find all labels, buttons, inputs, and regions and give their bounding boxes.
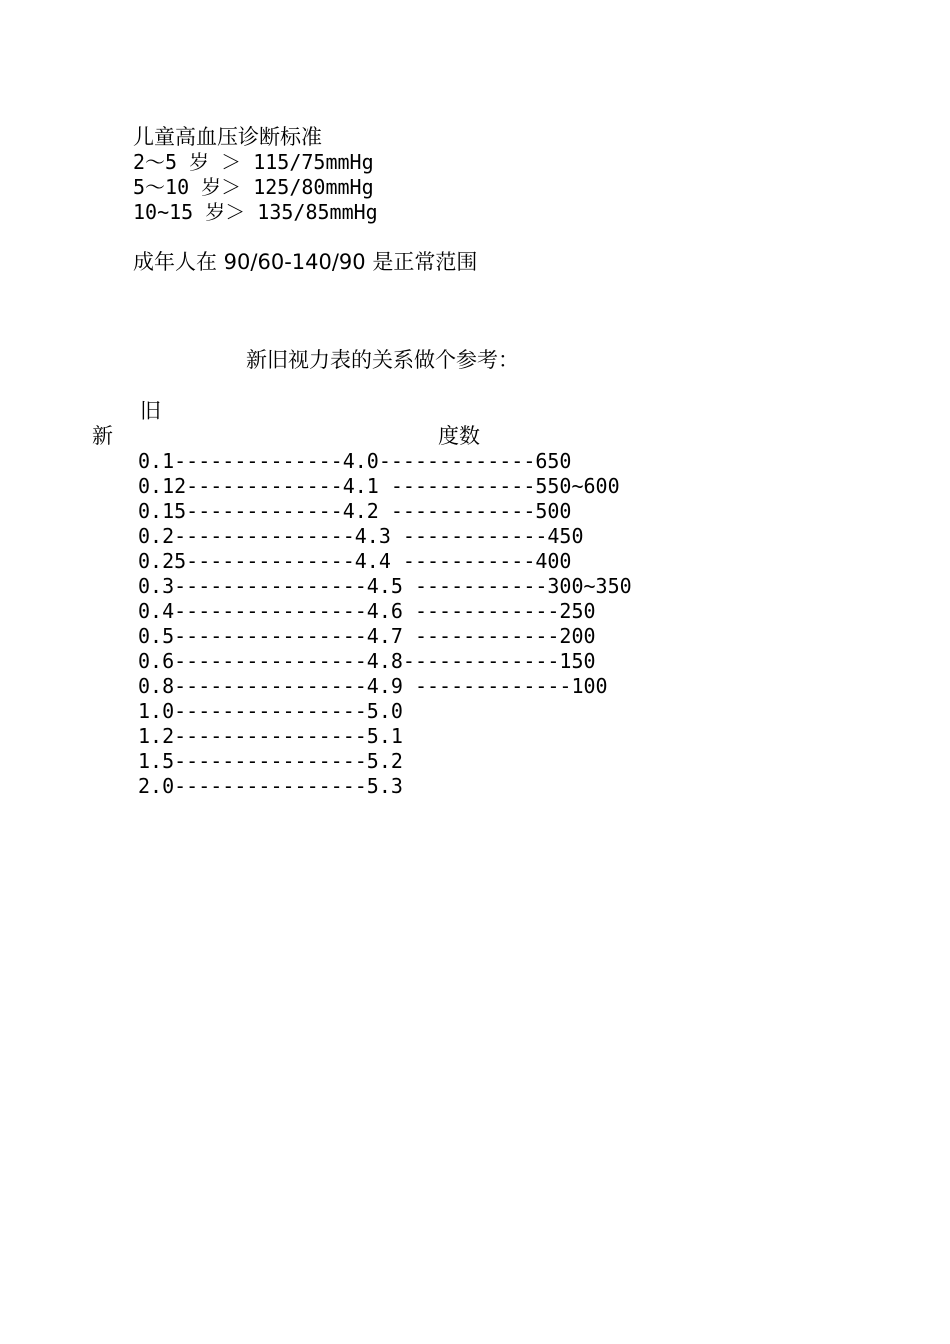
vision-row: 0.5----------------4.7 ------------200 bbox=[138, 624, 596, 648]
vision-row: 1.2----------------5.1 bbox=[138, 724, 403, 748]
vision-header-new: 新 bbox=[92, 424, 113, 448]
vision-row: 0.6----------------4.8-------------150 bbox=[138, 649, 596, 673]
vision-row: 0.8----------------4.9 -------------100 bbox=[138, 674, 608, 698]
adult-bp-note: 成年人在 90/60-140/90 是正常范围 bbox=[133, 250, 478, 274]
vision-title: 新旧视力表的关系做个参考： bbox=[246, 348, 519, 372]
vision-row: 0.2---------------4.3 ------------450 bbox=[138, 524, 584, 548]
vision-row: 2.0----------------5.3 bbox=[138, 774, 403, 798]
bp-row-1: 2～5 岁 ＞ 115/75mmHg bbox=[133, 150, 374, 174]
vision-row: 0.3----------------4.5 -----------300~350 bbox=[138, 574, 632, 598]
vision-row: 0.15-------------4.2 ------------500 bbox=[138, 499, 572, 523]
vision-header-degree: 度数 bbox=[438, 424, 480, 448]
vision-row: 0.12-------------4.1 ------------550~600 bbox=[138, 474, 620, 498]
vision-row: 0.25--------------4.4 -----------400 bbox=[138, 549, 572, 573]
bp-row-2: 5～10 岁＞ 125/80mmHg bbox=[133, 175, 374, 199]
vision-row: 1.0----------------5.0 bbox=[138, 699, 403, 723]
vision-row: 0.1--------------4.0-------------650 bbox=[138, 449, 572, 473]
bp-row-3: 10~15 岁＞ 135/85mmHg bbox=[133, 200, 378, 224]
vision-header-old: 旧 bbox=[140, 399, 161, 423]
vision-row: 1.5----------------5.2 bbox=[138, 749, 403, 773]
bp-title: 儿童高血压诊断标准 bbox=[133, 125, 322, 149]
vision-row: 0.4----------------4.6 ------------250 bbox=[138, 599, 596, 623]
